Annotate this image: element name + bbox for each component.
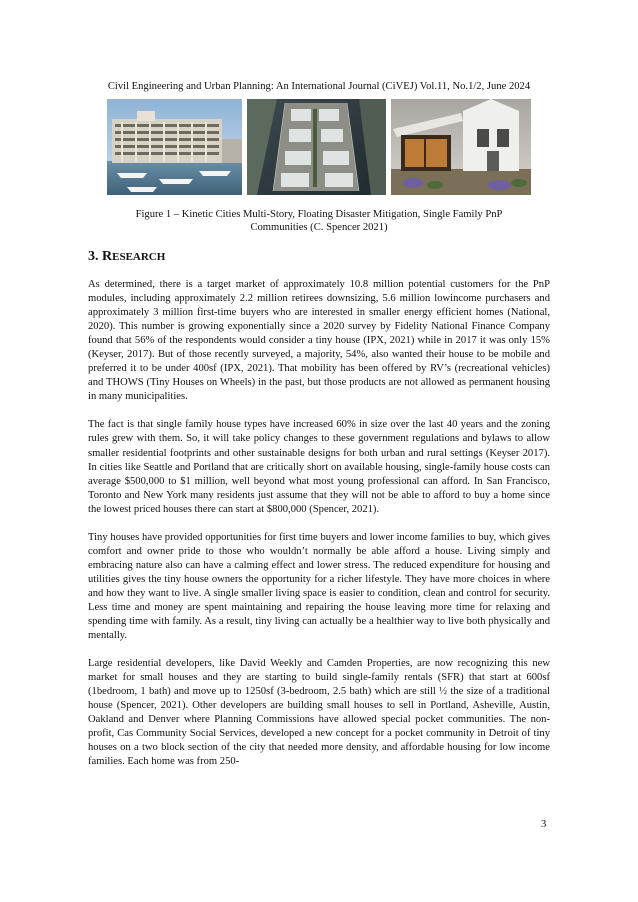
paragraph: As determined, there is a target market of approximately 10.8 million potential customers for the PnP modules, including approximately 2.2 million retirees downsizing, 5.6 million lowincome purchasers and approximately 3 million first-time buyers who are interested in smaller energy efficient homes (National, 2020). This number is growing exponentially since a 2020 survey by Fidelity National Finance Company found that 56% of the respondents would consider a tiny house (IPX, 2021) while in 2017 it was only 15% (Keyser, 2017). But of those recently surveyed, a majority, 54%, also wanted their house to be mobile and preferred it to be under 400sf (IPX, 2021). That mobility has been offered by RV’s (recreational vehicles) and THOWS (Tiny Houses on Wheels) in the past, but those products are not allowed as permanent housing in many municipalities. [88,279,550,403]
section-title-rest: ESEARCH [112,251,166,263]
section-title-initial: R [102,249,113,264]
paragraph: Large residential developers, like David Weekly and Camden Properties, are now recognizing this new market for small houses and they are starting to build single-family rentals (SFR) that start at 600sf (1bedroom, 1 bath) and move up to 1250sf (3-bedroom, 2.5 bath) which are still ½ the size of a traditional house (Spencer, 2021). Other developers are building small houses to sell in Portland, Asheville, Austin, Oakland and Denver where Planning Commissions have allowed special pocket communities. The non-profit, Cas Community Social Services, developed a new concept for a pocket community in Detroit of tiny houses on a two block section of the city that needed more density, and affordable housing for low income families. Each home was from 250- [88,658,550,768]
section-number: 3. [88,249,99,264]
figure-image-single-family [391,99,531,195]
paragraph: Tiny houses have provided opportunities for first time buyers and lower income families to buy, which gives comfort and owner pride to those who wouldn’t normally be able afford a house. Living simply and embracing nature also can have a calming effect and lower stress. The reduced expenditure for housing and utilities gives the tiny house owners the opportunity for a richer lifestyle. They have more choices in where and how they want to live. A single smaller living space is easier to condition, clean and control for security. Less time and money are spent maintaining and repairing the house leaving more time for relaxing and spending time with family. As a result, tiny living can actually be a healthier way to live both physically and mentally. [88,531,550,642]
figure-1-images [107,99,531,195]
page-number: 3 [541,819,547,830]
section-heading [88,249,165,265]
figure-caption: Figure 1 – Kinetic Cities Multi-Story, Floating Disaster Mitigation, Single Family PnP Communities (C. Spencer 2021) [135,209,503,233]
paragraph: The fact is that single family house types have increased 60% in size over the last 40 years and the zoning rules grew with them. So, it will take policy changes to these government regulations and bylaws to allow smaller residential footprints and other sustainable designs for both urban and rural settings (Keyser 2017). In cities like Seattle and Portland that are critically short on available housing, single-family house costs can average $500,000 to $1 million, well beyond what most young professional can afford. In San Francisco, Toronto and New York many residents just assume that they will not be able to afford to buy a home since the lowest priced houses there can start at $800,000 (Spencer, 2021). [88,419,550,515]
journal-header: Civil Engineering and Urban Planning: An International Journal (CiVEJ) Vol.11, No.1/2, June 2024 [107,81,531,92]
body-text [88,278,550,784]
figure-image-multi-story [107,99,242,195]
figure-image-floating [247,99,386,195]
